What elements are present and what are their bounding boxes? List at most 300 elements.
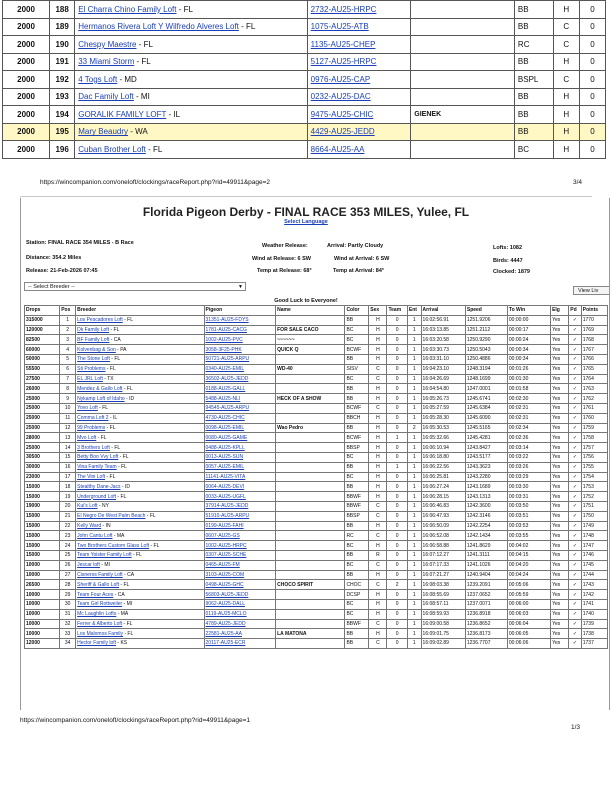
paid-check-icon: ✓: [569, 325, 582, 335]
breeder-link[interactable]: Cisneros Family Loft: [77, 571, 123, 578]
pigeon-cell: [307, 123, 411, 141]
eligible-cell: Yes: [551, 531, 569, 541]
drops-cell: 55500: [25, 364, 60, 374]
to-win-cell: 00:04:24: [507, 570, 550, 580]
pigeon-name-cell: [411, 71, 515, 89]
paid-check-icon: ✓: [569, 511, 582, 521]
speed-cell: 1245.4281: [465, 433, 507, 443]
pigeon-cell: [204, 560, 276, 570]
color-cell: BBWF: [345, 501, 369, 511]
breeder-link[interactable]: Chespy Maestre: [78, 39, 137, 49]
paid-check-icon: ✓: [569, 472, 582, 482]
pigeon-band-link[interactable]: 20117-AU25-ECR: [205, 640, 246, 647]
pigeon-band-link[interactable]: 0976-AU25-CAP: [310, 74, 371, 84]
pigeon-band-link[interactable]: 0057-AU25-EMIL: [205, 464, 245, 471]
pigeon-cell: [204, 364, 276, 374]
entry-cell: 2: [407, 423, 421, 433]
position-cell: 3: [60, 335, 76, 345]
arrival-cell: 16:06:10.94: [421, 443, 465, 453]
page-number-bottom: 1/3: [571, 724, 581, 731]
position-cell: 191: [50, 53, 75, 71]
eligible-cell: Yes: [551, 384, 569, 394]
pigeon-cell: [204, 609, 276, 619]
speed-cell: 1250.4886: [465, 354, 507, 364]
breeder-link[interactable]: 99 Problems: [77, 424, 106, 431]
pigeon-name-cell: FOR SALE CACO: [276, 325, 345, 335]
drops-cell: 120000: [25, 325, 60, 335]
breeder-cell: [76, 452, 204, 462]
pigeon-band-link[interactable]: 4429-AU25-JEDD: [310, 127, 375, 137]
breeder-link[interactable]: Los Malomos Family: [77, 630, 123, 637]
position-cell: 33: [60, 629, 76, 639]
arrival-cell: 16:05:26.73: [421, 394, 465, 404]
speed-cell: 1242.3146: [465, 511, 507, 521]
breeder-cell: [76, 599, 204, 609]
color-cell: BCWF: [345, 403, 369, 413]
speed-cell: 1240.9404: [465, 570, 507, 580]
pigeon-band-link[interactable]: 3058-3F25-PHK: [205, 346, 242, 353]
drops-cell: 2000: [3, 36, 50, 54]
team-cell: 0: [387, 482, 407, 492]
pigeon-band-link[interactable]: 0340-AU25-EMIL: [205, 366, 245, 373]
breeder-cell: [76, 492, 204, 502]
pigeon-band-link[interactable]: 1781-AU25-CACG: [205, 326, 247, 333]
color-cell: BC: [345, 452, 369, 462]
pigeon-band-link[interactable]: 0013-AU25-SUN: [205, 454, 244, 461]
breeder-link[interactable]: 3 Brothers Loft: [77, 444, 110, 451]
color-cell: BSPL: [514, 71, 553, 89]
eligible-cell: Yes: [551, 511, 569, 521]
to-win-cell: 00:00:17: [507, 325, 550, 335]
column-header: Drops: [25, 306, 60, 316]
pigeon-band-link[interactable]: 2732-AU25-HRPC: [310, 4, 377, 14]
sex-cell: H: [369, 345, 387, 355]
pigeon-band-link[interactable]: 11141-AU25-VITA: [205, 473, 246, 480]
breeder-link[interactable]: Vina Family Team: [77, 464, 117, 471]
breeder-link[interactable]: Hermanos Rivera Loft Y Wilfredo Alveres Loft: [78, 22, 239, 32]
breeder-link[interactable]: El Negro De West Palm Beach: [77, 513, 146, 520]
breeder-link[interactable]: Mvo Loft: [77, 434, 97, 441]
pigeon-band-link[interactable]: 4789-AU25-JEDD: [205, 620, 246, 627]
breeder-link[interactable]: Betty Boo Vvy Loft: [77, 454, 119, 461]
speed-cell: 1250.9290: [465, 335, 507, 345]
breeder-cell: [75, 123, 307, 141]
pigeon-name-cell: [276, 501, 345, 511]
breeder-link[interactable]: Kolvenbag & Son: [77, 346, 116, 353]
position-cell: 12: [60, 423, 76, 433]
pigeon-band-link[interactable]: 0488-AU25-KPLL: [205, 444, 245, 451]
pigeon-band-link[interactable]: 0119-AU25-MCLO: [205, 611, 247, 618]
table-row: [25, 384, 608, 394]
paid-check-icon: ✓: [569, 394, 582, 404]
pigeon-name-cell: QUICK Q: [276, 345, 345, 355]
pigeon-band-link[interactable]: 0465-AU25-FM: [205, 562, 240, 569]
eligible-cell: Yes: [551, 452, 569, 462]
breeder-link[interactable]: Kui's Loft: [77, 503, 98, 510]
team-cell: 0: [387, 403, 407, 413]
breeder-cell: [76, 433, 204, 443]
position-cell: 193: [50, 88, 75, 106]
pigeon-band-link[interactable]: 36502-AU25-JEDD: [205, 375, 249, 382]
to-win-cell: 00:03:14: [507, 443, 550, 453]
to-win-cell: 00:03:50: [507, 501, 550, 511]
table-row: [25, 639, 608, 649]
breeder-state: - FL: [109, 444, 121, 451]
pigeon-cell: [307, 53, 411, 71]
points-cell: 1770: [581, 315, 607, 325]
speed-cell: 1250.5043: [465, 345, 507, 355]
paid-check-icon: ✓: [569, 599, 582, 609]
breeder-link[interactable]: Nykamp Loft of Idaho: [77, 395, 125, 402]
paid-check-icon: ✓: [569, 590, 582, 600]
team-cell: 0: [387, 629, 407, 639]
arrival-cell: 16:08:59.93: [421, 609, 465, 619]
breeder-link[interactable]: 33 Miami Storm: [78, 57, 135, 67]
pigeon-band-link[interactable]: 5127-AU25-HRPC: [310, 57, 377, 67]
paid-check-icon: ✓: [569, 423, 582, 433]
arrival-cell: 16:08:57.11: [421, 599, 465, 609]
pigeon-band-link[interactable]: 0232-AU25-DAC: [310, 92, 371, 102]
breeder-link[interactable]: EL JRL Loft: [77, 375, 103, 382]
pigeon-cell: [204, 482, 276, 492]
breeder-link[interactable]: Ferrer & Alberto Loft: [77, 620, 123, 627]
breeder-state: - MA: [116, 611, 129, 618]
drops-cell: 25000: [25, 413, 60, 423]
breeder-cell: [75, 71, 307, 89]
pigeon-band-link[interactable]: 0607-AU25-GS: [205, 532, 240, 539]
entry-cell: 0: [579, 141, 605, 159]
pigeon-band-link[interactable]: 4730-AU25-CHIC: [205, 415, 245, 422]
entry-cell: 0: [579, 71, 605, 89]
entry-cell: 0: [579, 36, 605, 54]
team-cell: 0: [387, 531, 407, 541]
to-win-cell: 00:01:30: [507, 374, 550, 384]
breeder-link[interactable]: Underground Loft: [77, 493, 117, 500]
paid-check-icon: ✓: [569, 443, 582, 453]
breeder-cell: [76, 511, 204, 521]
pigeon-name-cell: [276, 511, 345, 521]
breeder-link[interactable]: El Charra Chino Family Loft: [78, 4, 177, 14]
breeder-link[interactable]: Dac Family Loft: [78, 92, 134, 102]
table-row: [25, 472, 608, 482]
breeder-link[interactable]: Team Four Aces: [77, 591, 114, 598]
drops-cell: 25000: [25, 403, 60, 413]
breeder-cell: [75, 1, 307, 19]
breeder-link[interactable]: Mary Beaudry: [78, 127, 129, 137]
breeder-cell: [76, 560, 204, 570]
position-cell: 25: [60, 550, 76, 560]
pigeon-band-link[interactable]: 9475-AU25-CHIC: [310, 109, 374, 119]
breeder-link[interactable]: 4 Togs Loft: [78, 74, 118, 84]
pigeon-cell: [204, 590, 276, 600]
drops-cell: 15000: [25, 521, 60, 531]
speed-cell: 1236.8652: [465, 619, 507, 629]
paid-check-icon: ✓: [569, 501, 582, 511]
pigeon-name-cell: [276, 472, 345, 482]
column-header: Color: [345, 306, 369, 316]
pigeon-cell: [204, 619, 276, 629]
position-cell: 11: [60, 413, 76, 423]
points-cell: 1769: [581, 325, 607, 335]
entry-cell: 0: [579, 106, 605, 124]
entry-cell: 1: [407, 609, 421, 619]
breeder-link[interactable]: Sti Problems: [77, 366, 106, 373]
color-cell: BC: [345, 599, 369, 609]
pigeon-band-link[interactable]: 0033-AU25-UGFL: [205, 493, 246, 500]
breeder-link[interactable]: Yovo Loft: [77, 405, 98, 412]
pigeon-band-link[interactable]: 31351-AU25-FDYS: [205, 317, 249, 324]
pigeon-name-cell: [276, 403, 345, 413]
select-language-link[interactable]: Select Language: [284, 219, 328, 225]
team-cell: 0: [387, 619, 407, 629]
paid-check-icon: ✓: [569, 531, 582, 541]
points-cell: 1744: [581, 570, 607, 580]
sex-cell: H: [553, 106, 579, 124]
entry-cell: 1: [407, 531, 421, 541]
release-info: Release: 21-Feb-2026 07:45: [26, 268, 98, 274]
eligible-cell: Yes: [551, 325, 569, 335]
page-title: Florida Pigeon Derby - FINAL RACE 353 MILES, Yulee, FL: [142, 205, 470, 219]
pigeon-name-cell: [276, 413, 345, 423]
pigeon-name-cell: [276, 541, 345, 551]
pigeon-name-cell: LA MATONA: [276, 629, 345, 639]
breeder-link[interactable]: Sheriff & Gallo Loft: [77, 581, 119, 588]
pigeon-band-link[interactable]: 1135-AU25-CHEP: [310, 39, 376, 49]
pigeon-band-link[interactable]: 37914-AU25-JEDD: [205, 503, 249, 510]
drops-cell: 25000: [25, 394, 60, 404]
team-cell: 1: [387, 462, 407, 472]
eligible-cell: Yes: [551, 560, 569, 570]
pigeon-band-link[interactable]: 1075-AU25-ATB: [310, 22, 369, 32]
pigeon-cell: [307, 106, 411, 124]
pigeon-name-cell: [411, 18, 515, 36]
speed-cell: 1237.0652: [465, 590, 507, 600]
pigeon-band-link[interactable]: 3103-AU25-COM: [205, 571, 245, 578]
breeder-link[interactable]: GORALIK FAMILY LOFT: [78, 109, 167, 119]
breeder-state: - MA: [112, 532, 125, 539]
entry-cell: 1: [407, 403, 421, 413]
select-breeder-value: -- Select Breeder --: [28, 284, 75, 290]
breeder-link[interactable]: Kelly Ward: [77, 522, 102, 529]
pigeon-cell: [307, 18, 411, 36]
drops-cell: 2000: [3, 88, 50, 106]
pigeon-band-link[interactable]: 94545-AU25-ARPU: [205, 405, 250, 412]
breeder-cell: [75, 18, 307, 36]
column-header: Speed: [465, 306, 507, 316]
entry-cell: 1: [407, 501, 421, 511]
eligible-cell: Yes: [551, 413, 569, 423]
breeder-cell: [76, 443, 204, 453]
paid-check-icon: ✓: [569, 570, 582, 580]
column-header: To Win: [507, 306, 550, 316]
speed-cell: 1236.8918: [465, 609, 507, 619]
pigeon-name-cell: WD-40: [276, 364, 345, 374]
entry-cell: 0: [579, 18, 605, 36]
speed-cell: 1243.1689: [465, 482, 507, 492]
top-table-row: [3, 1, 606, 19]
color-cell: BBWF: [345, 619, 369, 629]
entry-cell: 1: [407, 511, 421, 521]
points-cell: 1760: [581, 413, 607, 423]
to-win-cell: 00:06:00: [507, 599, 550, 609]
color-cell: BB: [345, 462, 369, 472]
pigeon-band-link[interactable]: 9062-AU25-DALL: [205, 601, 245, 608]
breeder-link[interactable]: Stealthy Dane-Jacs: [77, 483, 121, 490]
breeder-link[interactable]: Jescar loft: [77, 562, 100, 569]
breeder-state: - PA: [115, 346, 127, 353]
points-cell: 1754: [581, 472, 607, 482]
position-cell: 17: [60, 472, 76, 482]
breeder-link[interactable]: Dk Family Loft: [77, 326, 110, 333]
sex-cell: H: [553, 1, 579, 19]
sex-cell: H: [369, 462, 387, 472]
pigeon-band-link[interactable]: 50721-AU25-ARPU: [205, 356, 250, 363]
entry-cell: 1: [407, 599, 421, 609]
color-cell: BC: [345, 335, 369, 345]
to-win-cell: 00:05:06: [507, 580, 550, 590]
column-header: Ent: [407, 306, 421, 316]
position-cell: 30: [60, 599, 76, 609]
distance-info: Distance: 354.2 Miles: [26, 255, 82, 261]
table-row: [25, 511, 608, 521]
pigeon-band-link[interactable]: 0307-AU25-SCHE: [205, 552, 247, 559]
breeder-link[interactable]: Team Yoister Family Loft: [77, 552, 132, 559]
breeder-link[interactable]: Cuban Brother Loft: [78, 144, 146, 154]
pigeon-name-cell: [276, 599, 345, 609]
pigeon-band-link[interactable]: 22581-AU25-AA: [205, 630, 242, 637]
color-cell: BC: [345, 325, 369, 335]
select-breeder-dropdown[interactable]: [24, 282, 246, 291]
pigeon-name-cell: [276, 590, 345, 600]
paid-check-icon: ✓: [569, 364, 582, 374]
breeder-link[interactable]: Mendez & Gallo Loft: [77, 385, 123, 392]
sex-cell: H: [369, 335, 387, 345]
sex-cell: H: [369, 384, 387, 394]
breeder-link[interactable]: Mc Laughlin Lofts: [77, 611, 117, 618]
sex-cell: H: [553, 141, 579, 159]
position-cell: 31: [60, 609, 76, 619]
pigeon-band-link[interactable]: 0188-AU25-GALL: [205, 385, 246, 392]
breeder-link[interactable]: BF Family Loft: [77, 336, 110, 343]
pigeon-cell: [204, 580, 276, 590]
pigeon-band-link[interactable]: 51910-AU25-ARPU: [205, 513, 250, 520]
team-cell: 0: [387, 492, 407, 502]
paid-check-icon: ✓: [569, 619, 582, 629]
pigeon-band-link[interactable]: 0498-AU25-GHC: [205, 581, 244, 588]
footer-url-bottom: https://wincompanion.com/oneloft/clockings/raceReport.php?rid=49911&page=1: [20, 717, 251, 724]
breeder-state: - FL: [105, 424, 116, 431]
table-row: [25, 345, 608, 355]
breeder-link[interactable]: Hector Family loft: [77, 640, 117, 647]
arrival-cell: 16:06:27.24: [421, 482, 465, 492]
position-cell: 4: [60, 345, 76, 355]
pigeon-band-link[interactable]: 0199-AU25-FAHI: [205, 522, 244, 529]
breeder-link[interactable]: The Vini Loft: [77, 473, 106, 480]
eligible-cell: Yes: [551, 639, 569, 649]
pigeon-band-link[interactable]: 0098-AU25-EMIL: [205, 424, 245, 431]
breeder-state: - FL: [136, 39, 153, 49]
breeder-link[interactable]: The Stone Loft: [77, 356, 110, 363]
pigeon-band-link[interactable]: 0064-AU25-DEVI: [205, 483, 245, 490]
speed-cell: 1236.8173: [465, 629, 507, 639]
to-win-cell: 00:03:29: [507, 472, 550, 482]
sex-cell: H: [369, 472, 387, 482]
pigeon-cell: [204, 492, 276, 502]
pigeon-band-link[interactable]: 8664-AU25-AA: [310, 144, 365, 154]
breeder-link[interactable]: Team Girl Rottweiler: [77, 601, 123, 608]
pigeon-cell: [307, 88, 411, 106]
points-cell: 1746: [581, 550, 607, 560]
pigeon-band-link[interactable]: 56803-AU25-JEDD: [205, 591, 249, 598]
breeder-link[interactable]: Two Brothers Custom Glass Loft: [77, 542, 150, 549]
points-cell: 1738: [581, 629, 607, 639]
speed-cell: 1243.8427: [465, 443, 507, 453]
breeder-link[interactable]: Los Pescadores Loft: [77, 317, 123, 324]
paid-check-icon: ✓: [569, 492, 582, 502]
breeder-link[interactable]: Comma Loft 2: [77, 415, 109, 422]
sex-cell: C: [553, 18, 579, 36]
breeder-state: - TX: [102, 375, 114, 382]
pigeon-cell: [307, 1, 411, 19]
breeder-link[interactable]: John Cantu Loft: [77, 532, 113, 539]
breeder-state: - IL: [166, 109, 181, 119]
entry-cell: 1: [407, 521, 421, 531]
sex-cell: H: [369, 590, 387, 600]
pigeon-band-link[interactable]: 0080-AU25-GAME: [205, 434, 248, 441]
points-cell: 1745: [581, 560, 607, 570]
column-header: Pd: [569, 306, 582, 316]
pigeon-band-link[interactable]: 1002-AU25-HRPC: [205, 542, 247, 549]
team-cell: 0: [387, 521, 407, 531]
paid-check-icon: ✓: [569, 560, 582, 570]
paid-check-icon: ✓: [569, 384, 582, 394]
race-results-table: [24, 305, 608, 649]
breeder-cell: [75, 88, 307, 106]
sex-cell: C: [553, 71, 579, 89]
color-cell: RC: [345, 531, 369, 541]
speed-cell: 1245.5165: [465, 423, 507, 433]
breeder-cell: [75, 141, 307, 159]
points-cell: 1743: [581, 580, 607, 590]
color-cell: BC: [345, 374, 369, 384]
sex-cell: H: [369, 570, 387, 580]
pigeon-band-link[interactable]: 1002-AU25-PVC: [205, 336, 243, 343]
arrival-cell: 16:06:58.88: [421, 541, 465, 551]
pigeon-band-link[interactable]: 5488-AU25-NLI: [205, 395, 241, 402]
pigeon-cell: [204, 501, 276, 511]
top-table-row: [3, 123, 606, 141]
breeder-state: - FL: [122, 620, 133, 627]
position-cell: 18: [60, 482, 76, 492]
arrival-cell: 16:09:00.58: [421, 619, 465, 629]
view-live-button[interactable]: View Liv: [573, 286, 609, 295]
eligible-cell: Yes: [551, 550, 569, 560]
pigeon-cell: [204, 423, 276, 433]
top-table-row: [3, 36, 606, 54]
breeder-cell: [76, 531, 204, 541]
drops-cell: 26000: [25, 384, 60, 394]
eligible-cell: Yes: [551, 482, 569, 492]
arrival-cell: 16:03:13.85: [421, 325, 465, 335]
speed-cell: 1241.1026: [465, 560, 507, 570]
team-cell: 0: [387, 590, 407, 600]
breeder-state: - FL: [176, 4, 193, 14]
pigeon-cell: [204, 433, 276, 443]
entry-cell: 1: [407, 452, 421, 462]
color-cell: BC: [345, 472, 369, 482]
pigeon-cell: [204, 531, 276, 541]
drops-cell: 12000: [25, 639, 60, 649]
